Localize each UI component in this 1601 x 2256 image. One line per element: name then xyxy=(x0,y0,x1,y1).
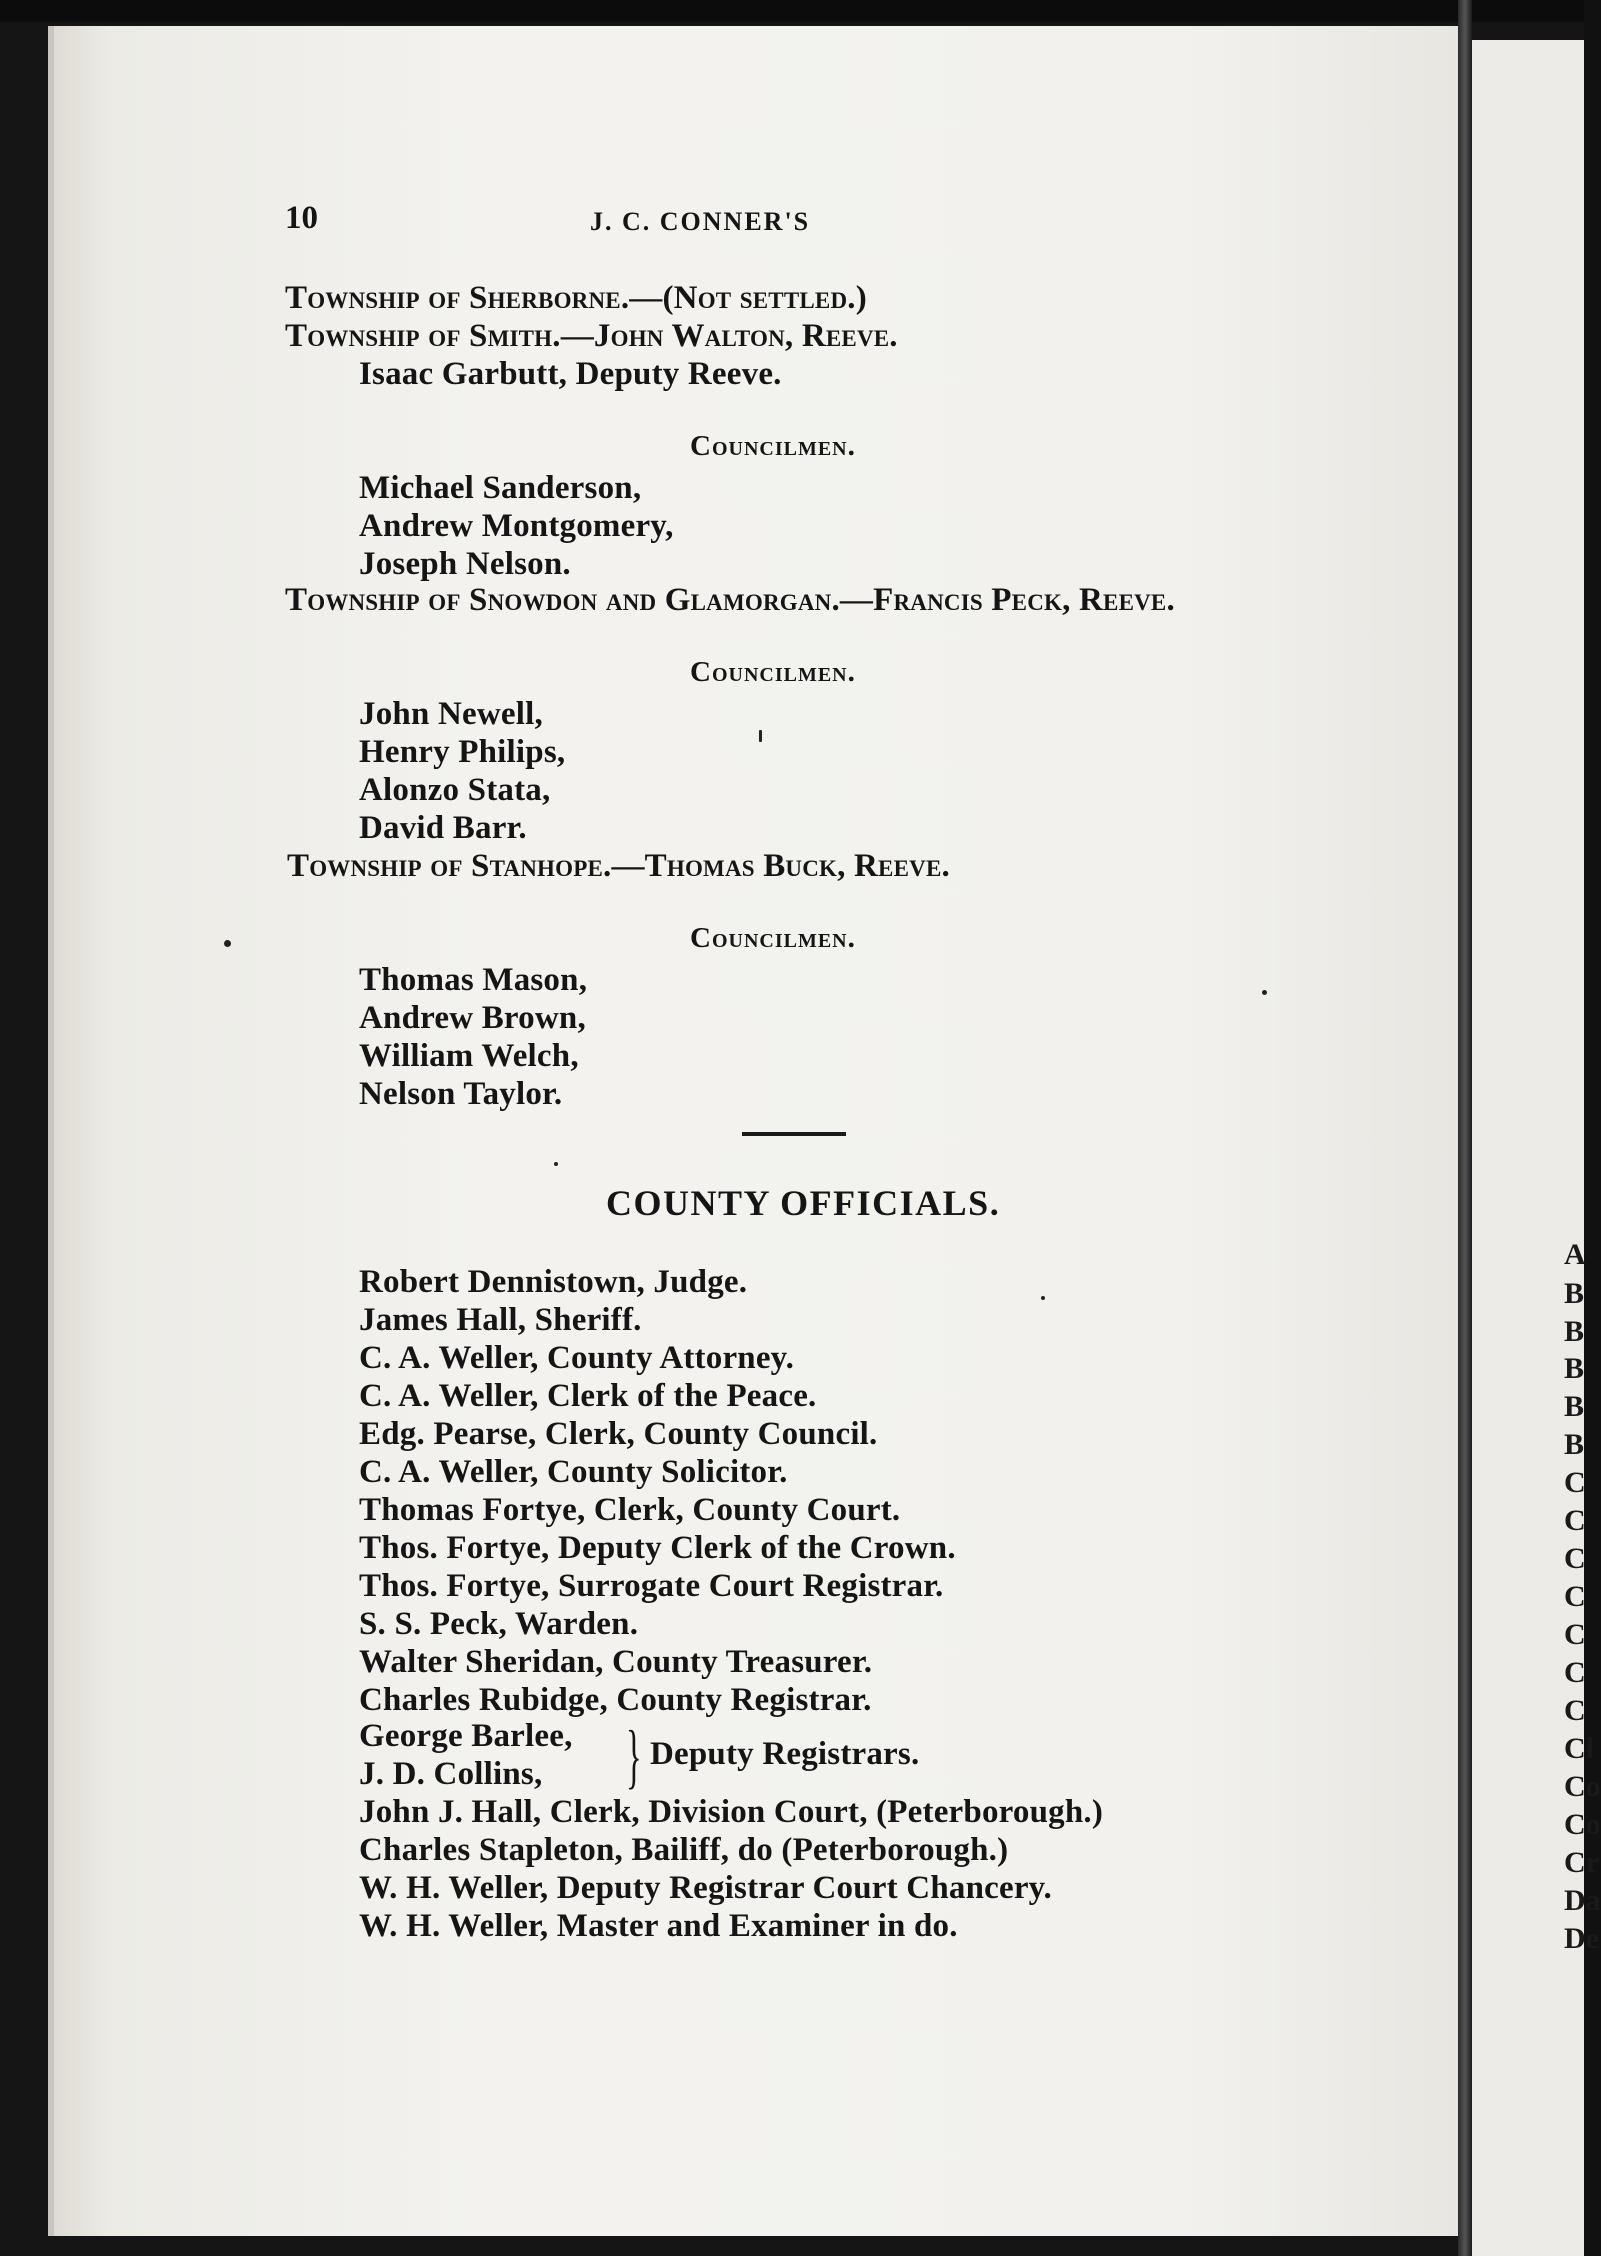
facing-letter: B xyxy=(1564,1428,1585,1461)
facing-letter: C xyxy=(1564,1694,1586,1727)
facing-letter: B xyxy=(1564,1390,1585,1423)
councilmen-heading: Councilmen. xyxy=(690,656,856,688)
official-line: Charles Stapleton, Bailiff, do (Peterborough.) xyxy=(359,1832,1009,1868)
facing-letter: Cl xyxy=(1564,1732,1594,1765)
councilman-name: Thomas Mason, xyxy=(359,962,588,998)
official-line: S. S. Peck, Warden. xyxy=(359,1606,639,1642)
facing-letter: B xyxy=(1564,1315,1585,1348)
scan-speck xyxy=(224,940,231,947)
councilmen-heading: Councilmen. xyxy=(690,430,856,462)
councilman-name: Michael Sanderson, xyxy=(359,470,642,506)
page-number: 10 xyxy=(285,200,318,236)
facing-letter: C xyxy=(1564,1504,1586,1537)
brace-symbol: } xyxy=(626,1716,642,1796)
official-line: C. A. Weller, County Solicitor. xyxy=(359,1454,788,1490)
scan-speck xyxy=(1262,990,1267,995)
facing-letter: A xyxy=(1564,1238,1586,1271)
councilman-name: David Barr. xyxy=(359,810,527,846)
facing-letter: Cr xyxy=(1564,1846,1599,1879)
section-divider xyxy=(742,1132,846,1136)
facing-letter: Da xyxy=(1564,1884,1601,1917)
township-entry: Township of Smith.—John Walton, Reeve. xyxy=(285,318,898,354)
official-line: James Hall, Sheriff. xyxy=(359,1302,642,1338)
councilman-name: Andrew Brown, xyxy=(359,1000,586,1036)
official-line: Isaac Garbutt, Deputy Reeve. xyxy=(359,356,782,392)
facing-letter: B xyxy=(1564,1277,1585,1310)
councilman-name: John Newell, xyxy=(359,696,543,732)
section-title: COUNTY OFFICIALS. xyxy=(606,1183,1001,1223)
facing-letter: C xyxy=(1564,1580,1586,1613)
deputy-registrars-label: Deputy Registrars. xyxy=(650,1736,920,1772)
official-line: Charles Rubidge, County Registrar. xyxy=(359,1682,872,1718)
councilman-name: Alonzo Stata, xyxy=(359,772,551,808)
facing-letter: C xyxy=(1564,1542,1586,1575)
township-entry: Township of Sherborne.—(Not settled.) xyxy=(285,280,867,316)
official-line: C. A. Weller, County Attorney. xyxy=(359,1340,795,1376)
official-line: J. D. Collins, xyxy=(359,1756,543,1792)
official-line: Edg. Pearse, Clerk, County Council. xyxy=(359,1416,878,1452)
scan-speck xyxy=(554,1162,558,1166)
official-line: Thomas Fortye, Clerk, County Court. xyxy=(359,1492,901,1528)
facing-letter: B xyxy=(1564,1352,1585,1385)
official-line: Thos. Fortye, Deputy Clerk of the Crown. xyxy=(359,1530,956,1566)
running-title: J. C. CONNER'S xyxy=(590,207,811,236)
councilmen-heading: Councilmen. xyxy=(690,922,856,954)
facing-letter: C xyxy=(1564,1618,1586,1651)
official-line: C. A. Weller, Clerk of the Peace. xyxy=(359,1378,817,1414)
councilman-name: Joseph Nelson. xyxy=(359,546,571,582)
official-line: W. H. Weller, Deputy Registrar Court Chancery. xyxy=(359,1870,1052,1906)
book-gutter xyxy=(1458,0,1472,2256)
facing-letter: C xyxy=(1564,1466,1586,1499)
scan-top-border xyxy=(0,0,1584,22)
councilman-name: Nelson Taylor. xyxy=(359,1076,563,1112)
councilman-name: Henry Philips, xyxy=(359,734,566,770)
councilman-name: William Welch, xyxy=(359,1038,579,1074)
scan-speck xyxy=(759,730,762,742)
facing-letter: C xyxy=(1564,1656,1586,1689)
official-line: W. H. Weller, Master and Examiner in do. xyxy=(359,1908,958,1944)
councilman-name: Andrew Montgomery, xyxy=(359,508,674,544)
township-entry: Township of Snowdon and Glamorgan.—Francis Peck, Reeve. xyxy=(285,582,1175,618)
facing-page-edge xyxy=(1472,40,1601,2256)
official-line: Robert Dennistown, Judge. xyxy=(359,1264,748,1300)
township-entry: Township of Stanhope.—Thomas Buck, Reeve. xyxy=(287,848,950,884)
facing-letter: Co xyxy=(1564,1770,1601,1803)
facing-letter: De xyxy=(1564,1922,1599,1955)
official-line: Walter Sheridan, County Treasurer. xyxy=(359,1644,873,1680)
official-line: George Barlee, xyxy=(359,1718,573,1754)
facing-letter: Co xyxy=(1564,1808,1601,1841)
official-line: John J. Hall, Clerk, Division Court, (Peterborough.) xyxy=(359,1794,1104,1830)
scan-speck xyxy=(1041,1296,1045,1300)
official-line: Thos. Fortye, Surrogate Court Registrar. xyxy=(359,1568,944,1604)
